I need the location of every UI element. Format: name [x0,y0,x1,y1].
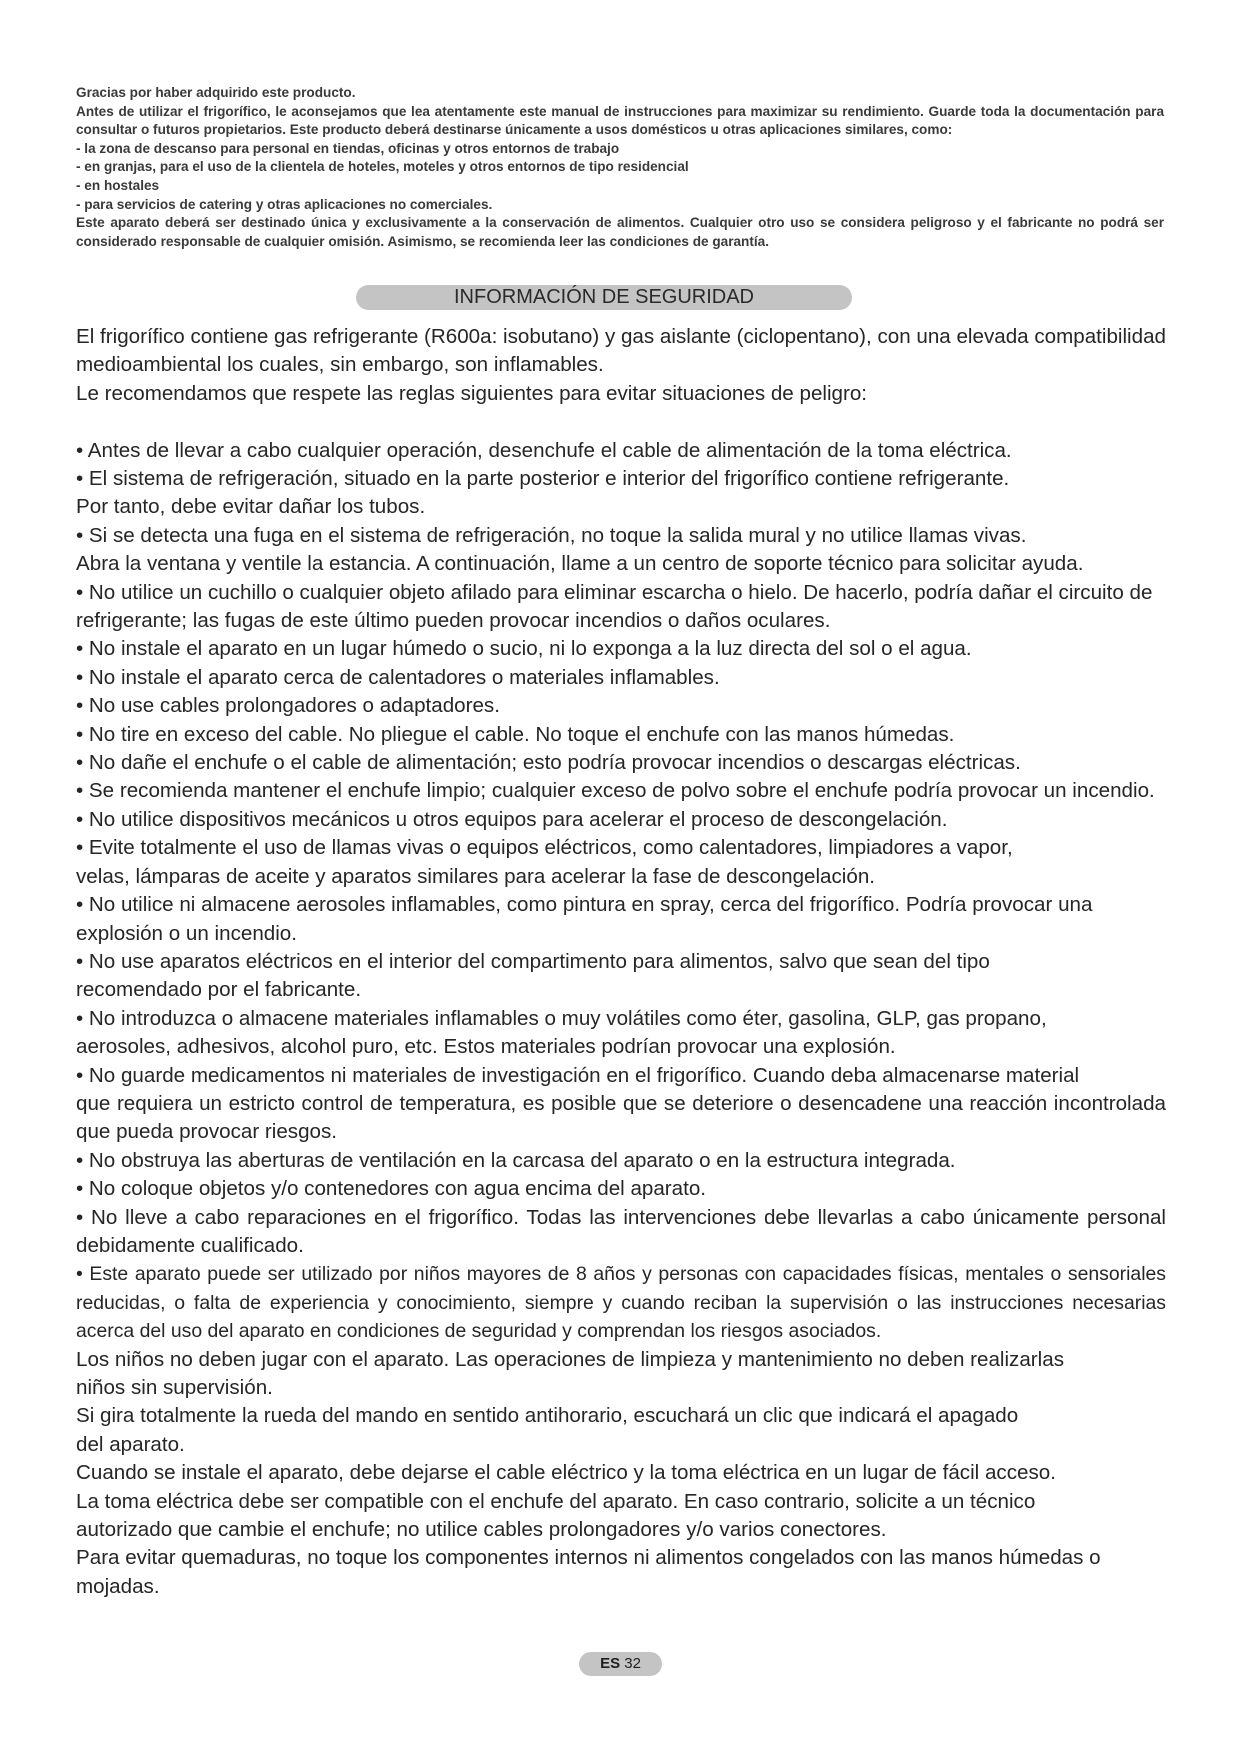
safety-line: • No lleve a cabo reparaciones en el frigorífico. Todas las intervenciones debe llevarlas a cabo únicamente personal debidamente cualificado. [76,1205,1166,1257]
safety-intro-rules: Le recomendamos que respete las reglas siguientes para evitar situaciones de peligro: [76,381,868,405]
intro-thanks: Gracias por haber adquirido este producto. [76,85,356,100]
safety-information [76,323,1166,1601]
safety-line: del aparato. [76,1432,185,1456]
safety-intro-gas: El frigorífico contiene gas refrigerante (R600a: isobutano) y gas aislante (ciclopentano), con una elevada compatibilidad medioambiental los cuales, sin embargo, son inflamables. [76,325,1166,377]
page-number-badge [579,1652,662,1676]
safety-line: que requiera un estricto control de temperatura, es posible que se deteriore o desencadene una reacción incontrolada que pueda provocar riesgos. [76,1091,1166,1144]
section-title: INFORMACIÓN DE SEGURIDAD [356,285,852,310]
safety-line: aerosoles, adhesivos, alcohol puro, etc. Estos materiales podrían provocar una explosión. [76,1035,896,1059]
intro-use-item: - para servicios de catering y otras aplicaciones no comerciales. [76,196,493,212]
safety-line: • No instale el aparato cerca de calentadores o materiales inflamables. [76,665,720,689]
safety-line: • Antes de llevar a cabo cualquier operación, desenchufe el cable de alimentación de la toma eléctrica. [76,438,1012,462]
safety-line: • No guarde medicamentos ni materiales de investigación en el frigorífico. Cuando deba almacenarse material [76,1063,1080,1087]
intro-use-item: - en granjas, para el uso de la clientela de hoteles, moteles y otros entornos de tipo residencial [76,159,689,175]
safety-line: Por tanto, debe evitar dañar los tubos. [76,495,426,519]
safety-line: • No obstruya las aberturas de ventilación en la carcasa del aparato o en la estructura integrada. [76,1148,956,1172]
safety-line: • No use cables prolongadores o adaptadores. [76,694,500,718]
safety-line: • Si se detecta una fuga en el sistema de refrigeración, no toque la salida mural y no utilice llamas vivas. [76,523,1027,547]
safety-line: Si gira totalmente la rueda del mando en sentido antihorario, escuchará un clic que indicará el apagado [76,1404,1019,1428]
safety-line: Los niños no deben jugar con el aparato. Las operaciones de limpieza y mantenimiento no deben realizarlas [76,1347,1064,1371]
safety-line: • No utilice un cuchillo o cualquier objeto afilado para eliminar escarcha o hielo. De hacerlo, podría dañar el circuito de refrigerante; las fugas de este último pueden provocar incendios o daños oculares. [76,580,1153,633]
safety-line: • Evite totalmente el uso de llamas vivas o equipos eléctricos, como calentadores, limpiadores a vapor, [76,836,1013,860]
page-number: 32 [624,1655,641,1672]
safety-line: • Se recomienda mantener el enchufe limpio; cualquier exceso de polvo sobre el enchufe podría provocar un incendio. [76,779,1155,803]
safety-line: recomendado por el fabricante. [76,978,362,1002]
intro-use-item: - la zona de descanso para personal en tiendas, oficinas y otros entornos de trabajo [76,140,620,156]
language-code: ES [600,1655,621,1672]
safety-line: • El sistema de refrigeración, situado en la parte posterior e interior del frigorífico contiene refrigerante. [76,467,1010,491]
safety-line: La toma eléctrica debe ser compatible con el enchufe del aparato. En caso contrario, solicite a un técnico [76,1489,1036,1513]
intro-use-item: - en hostales [76,177,160,193]
safety-line: niños sin supervisión. [76,1376,273,1400]
safety-line: • No instale el aparato en un lugar húmedo o sucio, ni lo exponga a la luz directa del sol o el agua. [76,637,972,661]
intro-text [76,84,1164,251]
safety-line: • No introduzca o almacene materiales inflamables o muy volátiles como éter, gasolina, GLP, gas propano, [76,1006,1047,1030]
intro-advice: Antes de utilizar el frigorífico, le aconsejamos que lea atentamente este manual de instrucciones para maximizar su rendimiento. Guarde toda la documentación para consultar o futuros propietarios. Este producto deberá destinarse únicamente a usos domésticos u otras aplicaciones similares, como: [76,103,1164,138]
safety-line: • No utilice dispositivos mecánicos u otros equipos para acelerar el proceso de descongelación. [76,807,948,831]
paragraph-gap [76,408,1166,436]
safety-line: • No tire en exceso del cable. No pliegue el cable. No toque el enchufe con las manos húmedas. [76,722,955,746]
safety-line: autorizado que cambie el enchufe; no utilice cables prolongadores y/o varios conectores. [76,1518,887,1542]
safety-line: Abra la ventana y ventile la estancia. A continuación, llame a un centro de soporte técnico para solicitar ayuda. [76,552,1084,576]
intro-purpose: Este aparato deberá ser destinado única y exclusivamente a la conservación de alimentos. Cualquier otro uso se considera peligroso y el fabricante no podrá ser considerado responsable de cualquier omisión. Asimismo, se recomienda leer las condiciones de garantía. [76,215,1164,249]
safety-line: Cuando se instale el aparato, debe dejarse el cable eléctrico y la toma eléctrica en un lugar de fácil acceso. [76,1461,1056,1485]
safety-line: velas, lámparas de aceite y aparatos similares para acelerar la fase de descongelación. [76,864,876,888]
safety-line: • No dañe el enchufe o el cable de alimentación; esto podría provocar incendios o descargas eléctricas. [76,751,1021,775]
safety-line: • Este aparato puede ser utilizado por niños mayores de 8 años y personas con capacidades físicas, mentales o sensoriales reducidas, o falta de experiencia y conocimiento, siempre y cuando reciban la supervisión o las instrucciones necesarias acerca del uso del aparato en condiciones de seguridad y comprendan los riesgos asociados. [76,1263,1166,1343]
safety-line: Para evitar quemaduras, no toque los componentes internos ni alimentos congelados con las manos húmedas o mojadas. [76,1546,1101,1598]
safety-line: • No coloque objetos y/o contenedores con agua encima del aparato. [76,1177,707,1201]
safety-line: • No utilice ni almacene aerosoles inflamables, como pintura en spray, cerca del frigorífico. Podría provocar una explosión o un incendio. [76,893,1093,945]
safety-line: • No use aparatos eléctricos en el interior del compartimento para alimentos, salvo que sean del tipo [76,949,990,973]
